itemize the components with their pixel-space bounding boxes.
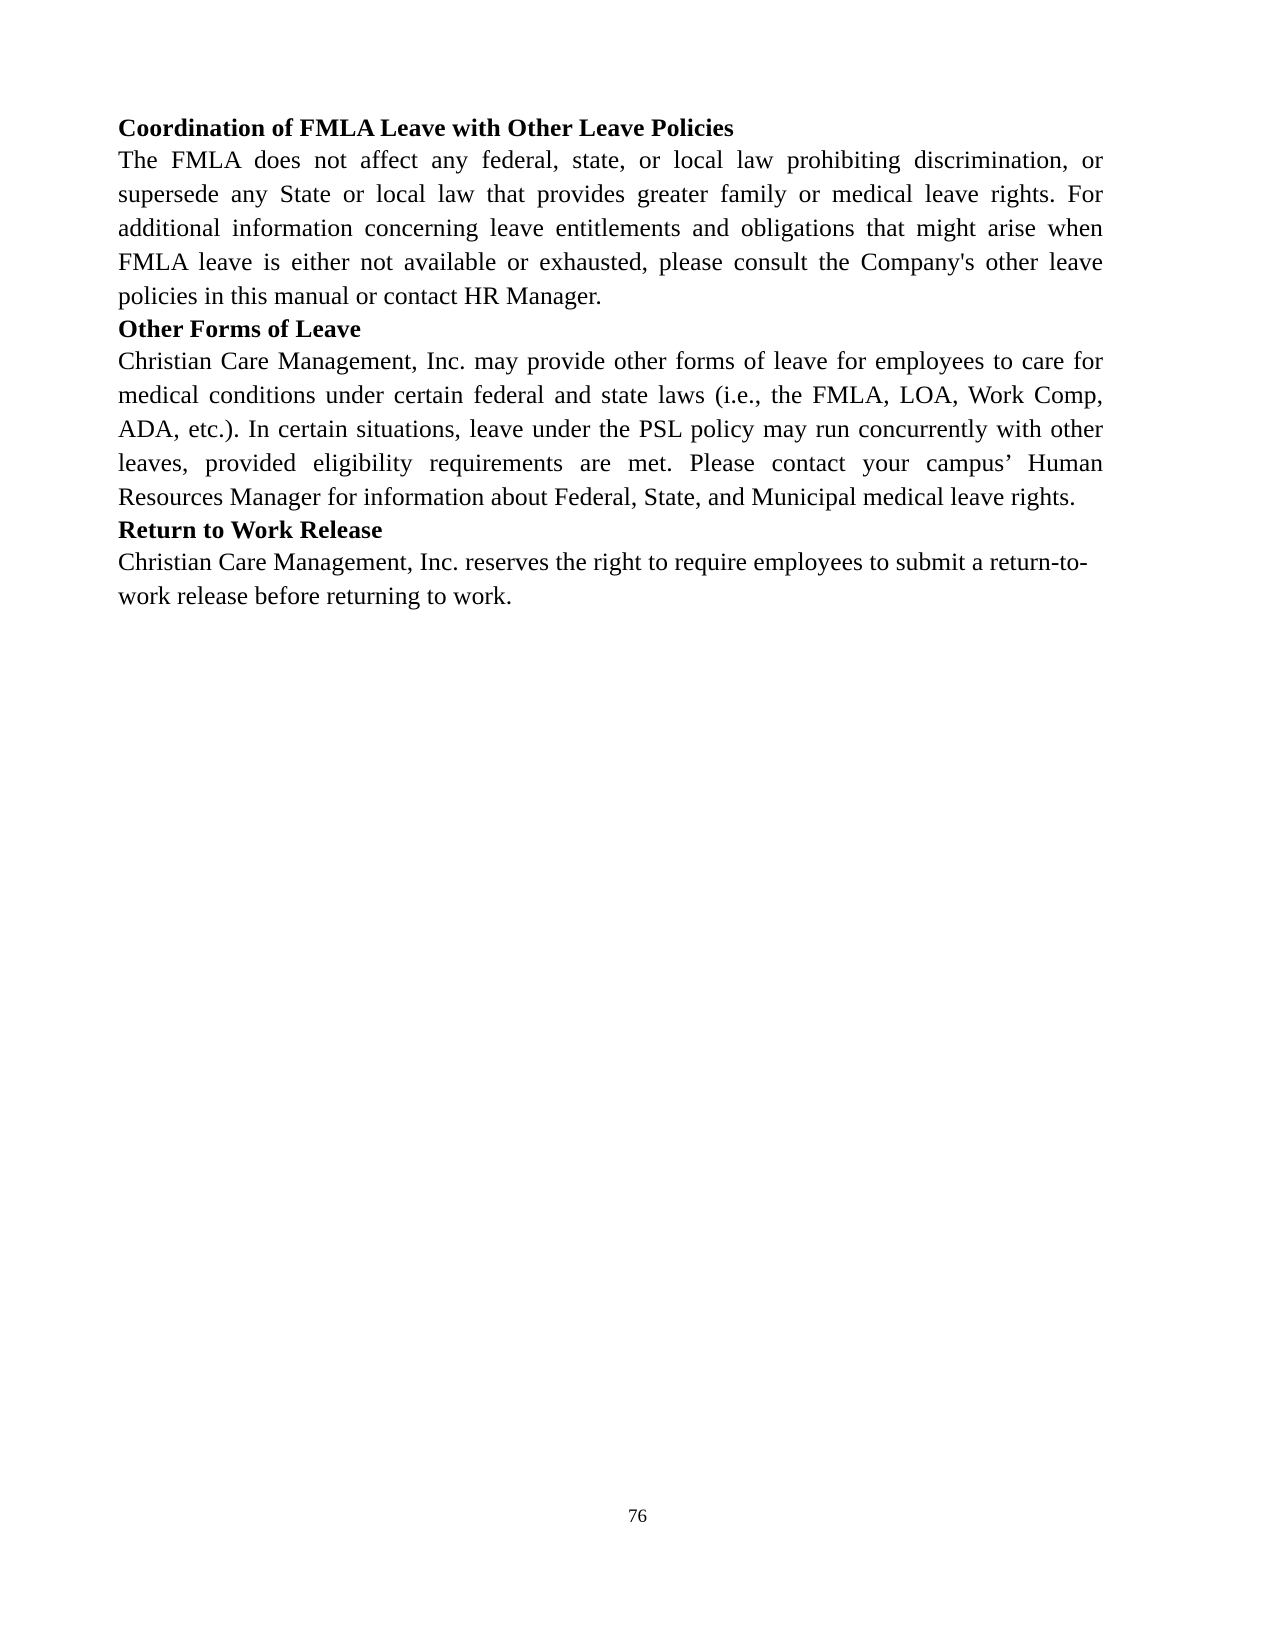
heading-other-forms-of-leave: Other Forms of Leave xyxy=(118,314,362,343)
document-body xyxy=(118,112,1103,613)
page-number: 76 xyxy=(628,1506,647,1527)
heading-return-to-work-release: Return to Work Release xyxy=(118,515,383,544)
paragraph-fmla-coordination: The FMLA does not affect any federal, state, or local law prohibiting discrimination, or supersede any State or local law that provides greater family or medical leave rights. For additional information concerning leave entitlements and obligations that might arise when FMLA leave is either not available or exhausted, please consult the Company's other leave policies in this manual or contact HR Manager. xyxy=(118,145,1103,310)
heading-coordination-of-fmla-leave: Coordination of FMLA Leave with Other Leave Policies xyxy=(118,113,734,142)
paragraph-other-forms-of-leave: Christian Care Management, Inc. may provide other forms of leave for employees to care for medical conditions under certain federal and state laws (i.e., the FMLA, LOA, Work Comp, ADA, etc.). In certain situations, leave under the PSL policy may run concurrently with other leaves, provided eligibility requirements are met. Please contact your campus’ Human Resources Manager for information about Federal, State, and Municipal medical leave rights. xyxy=(118,346,1103,511)
paragraph-return-to-work-release: Christian Care Management, Inc. reserves the right to require employees to submit a return-to-work release before returning to work. xyxy=(118,547,1088,610)
